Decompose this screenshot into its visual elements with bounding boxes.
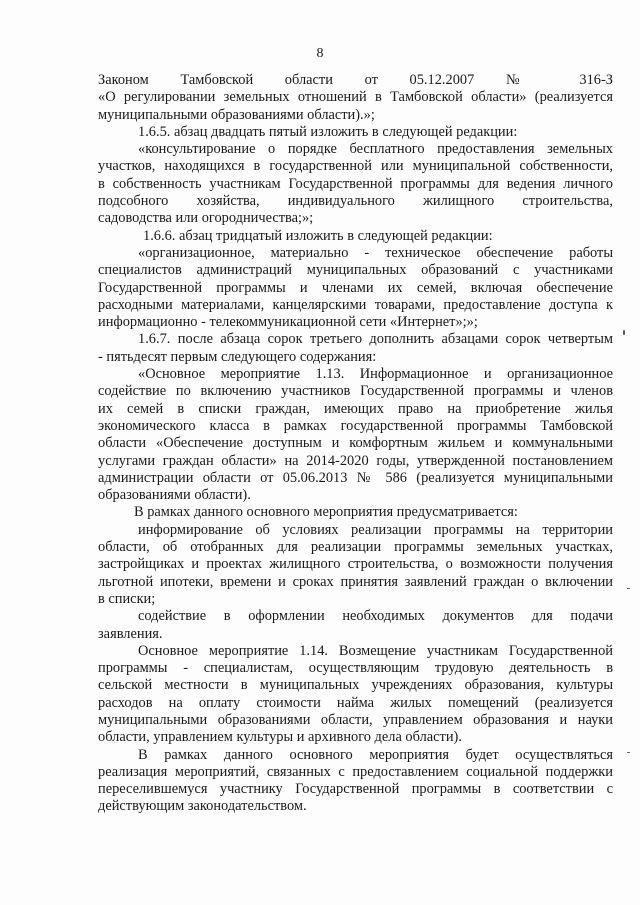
text-line: 1.6.6. абзац тридцатый изложить в следующей редакции: (143, 227, 493, 244)
text-line: области, об отобранных для реализации программы земельных участках, (98, 539, 613, 556)
text-line: расходными материалами, канцелярскими товарами, предоставление доступа к (98, 296, 613, 313)
text-line: области, управлением культуры и архивного дела области). (98, 729, 462, 746)
text-line: сельской местности в муниципальных учреждениях образования, культуры (98, 677, 613, 694)
text-line: муниципальными образованиями области).»; (98, 106, 375, 123)
text-line: расходов на оплату стоимости найма жилых помещений (реализуется (98, 694, 613, 711)
text-line: содействие по включению участников Государственной программы и членов (98, 383, 613, 400)
text-line: услугами граждан области» на 2014-2020 годы, утвержденной постановлением (98, 452, 613, 469)
text-line: заявления. (98, 625, 163, 642)
text-line: В рамках данного основного мероприятия предусматривается: (134, 504, 518, 521)
text-line: содействие в оформлении необходимых документов для подачи (138, 608, 613, 625)
text-line: садоводства или огородничества;»; (98, 210, 314, 227)
text-line: экономического класса в рамках государственной программы Тамбовской (98, 417, 613, 434)
text-line: Законом Тамбовской области от 05.12.2007 № 316-З (98, 72, 613, 88)
document-body (98, 72, 613, 816)
text-line: - пятьдесят первым следующего содержания: (98, 348, 377, 365)
text-line: подсобного хозяйства, индивидуального жилищного строительства, (98, 193, 613, 210)
text-line: области «Обеспечение доступным и комфортным жильем и коммунальными (98, 435, 613, 452)
text-line: 1.6.7. после абзаца сорок третьего дополнить абзацами сорок четвертым (138, 331, 613, 348)
page-number: 8 (316, 46, 324, 61)
text-line: переселившемуся участнику Государственной программы в соответствии с (98, 781, 613, 798)
text-line: специалистов администраций муниципальных образований с участниками (98, 262, 613, 279)
text-line: «организационное, материально - техническое обеспечение работы (138, 244, 613, 261)
text-line: Государственной программы и членами их семей, включая обеспечение (98, 279, 613, 296)
text-line: информирование об условиях реализации программы на территории (138, 521, 613, 538)
scan-speck (627, 752, 630, 753)
text-line: муниципальными образованиями области, управлением образования и науки (98, 711, 613, 728)
text-line: программы - специалистам, осуществляющим трудовую деятельность в (98, 660, 613, 677)
text-line: «Основное мероприятие 1.13. Информационное и организационное (138, 366, 613, 383)
scan-speck (627, 588, 630, 589)
text-line: застройщиках и проектах жилищного строительства, о возможности получения (98, 556, 613, 573)
text-line: их семей в списки граждан, имеющих право на приобретение жилья (98, 400, 613, 417)
text-line: образованиями области). (98, 487, 251, 504)
text-line: льготной ипотеки, времени и сроках принятия заявлений граждан о включении (98, 573, 613, 590)
text-line: В рамках данного основного мероприятия будет осуществляться (138, 746, 613, 763)
text-line: реализация мероприятий, связанных с предоставлением социальной поддержки (98, 763, 613, 780)
text-line: участков, находящихся в государственной или муниципальной собственности, (98, 158, 613, 175)
text-line: в списки; (98, 590, 156, 607)
scan-speck (623, 330, 625, 335)
text-line: 1.6.5. абзац двадцать пятый изложить в следующей редакции: (138, 123, 518, 140)
text-line: действующим законодательством. (98, 798, 307, 815)
text-line: администрации области от 05.06.2013 № 586 (реализуется муниципальными (98, 469, 613, 486)
text-line: в собственность участникам Государственной программы для ведения личного (98, 175, 613, 192)
text-line: «О регулировании земельных отношений в Тамбовской области» (реализуется (98, 89, 613, 106)
text-line: «консультирование о порядке бесплатного предоставления земельных (138, 141, 613, 158)
text-line: информационно - телекоммуникационной сети «Интернет»;»; (98, 314, 478, 331)
text-line: Основное мероприятие 1.14. Возмещение участникам Государственной (138, 642, 613, 659)
